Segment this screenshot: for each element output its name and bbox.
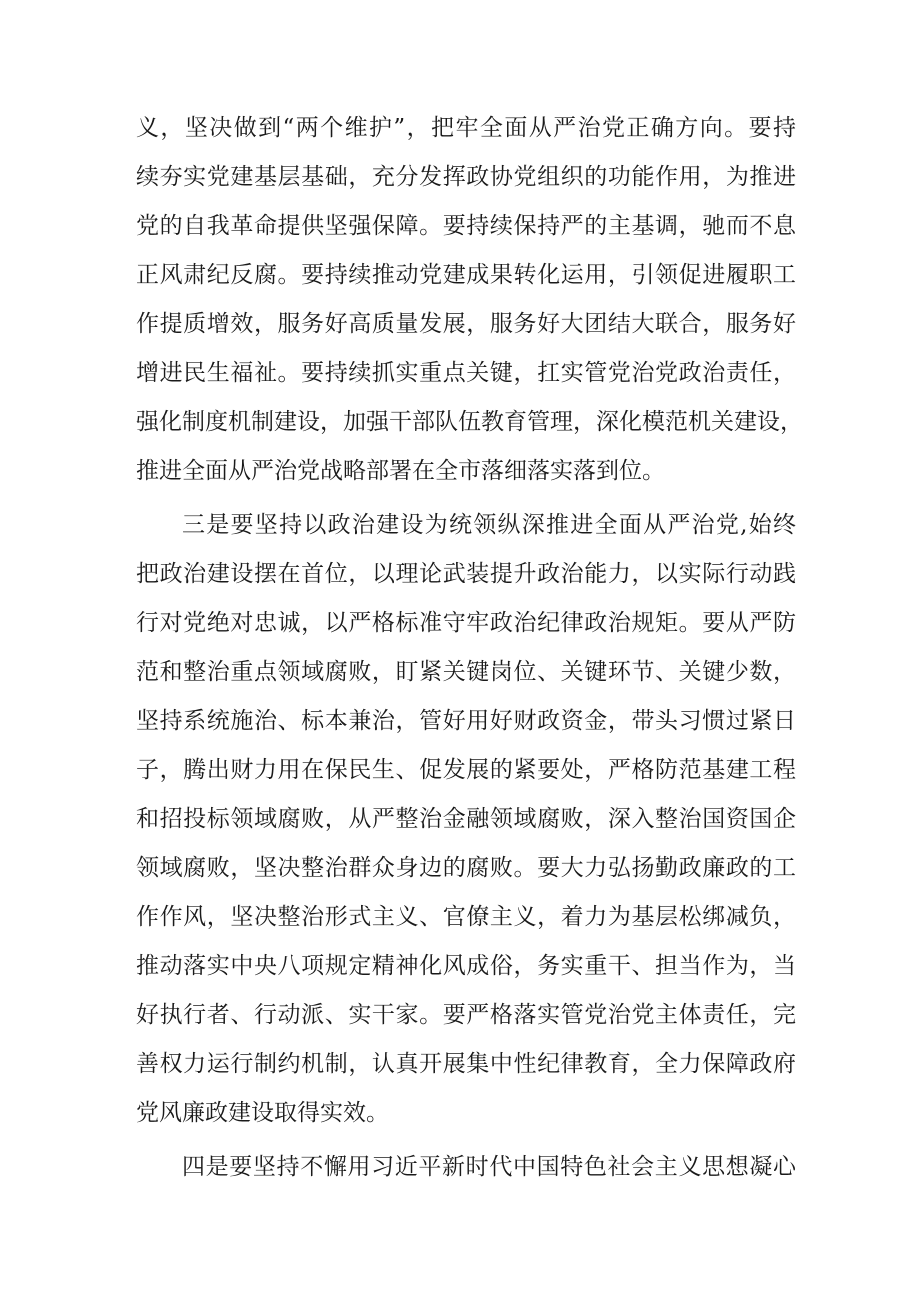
paragraph-line: 作提质增效，服务好高质量发展，服务好大团结大联合，服务好 (136, 311, 796, 337)
paragraph-line: 和招投标领域腐败，从严整治金融领域腐败，深入整治国资国企 (136, 806, 796, 832)
paragraph-line: 义，坚决做到“两个维护”，把牢全面从严治党正确方向。要持 (136, 115, 796, 141)
paragraph-line: 行对党绝对忠诚，以严格标准守牢政治纪律政治规矩。要从严防 (136, 610, 796, 636)
paragraph-line: 领域腐败，坚决整治群众身边的腐败。要大力弘扬勤政廉政的工 (136, 855, 796, 881)
paragraph-line: 范和整治重点领域腐败，盯紧关键岗位、关键环节、关键少数， (136, 659, 796, 685)
paragraph-line: 推动落实中央八项规定精神化风成俗，务实重干、担当作为，当 (136, 953, 796, 979)
paragraph-line: 四是要坚持不懈用习近平新时代中国特色社会主义思想凝心 (182, 1154, 796, 1180)
paragraph-2 (136, 501, 796, 1138)
paragraph-line: 党的自我革命提供坚强保障。要持续保持严的主基调，驰而不息 (136, 213, 796, 239)
paragraph-line: 把政治建设摆在首位，以理论武装提升政治能力，以实际行动践 (136, 561, 796, 587)
paragraph-line: 善权力运行制约机制，认真开展集中性纪律教育，全力保障政府 (136, 1051, 796, 1077)
paragraph-line: 三是要坚持以政治建设为统领纵深推进全面从严治党,始终 (182, 512, 796, 538)
paragraph-line: 党风廉政建设取得实效。 (136, 1100, 389, 1126)
paragraph-line: 坚持系统施治、标本兼治，管好用好财政资金，带头习惯过紧日 (136, 708, 796, 734)
document-body (136, 104, 803, 1192)
paragraph-line: 推进全面从严治党战略部署在全市落细落实落到位。 (136, 458, 665, 484)
paragraph-line: 续夯实党建基层基础，充分发挥政协党组织的功能作用，为推进 (136, 164, 796, 190)
paragraph-1 (136, 104, 803, 496)
paragraph-line: 好执行者、行动派、实干家。要严格落实管党治党主体责任，完 (136, 1002, 796, 1028)
paragraph-line: 作作风，坚决整治形式主义、官僚主义，着力为基层松绑减负， (136, 904, 796, 930)
paragraph-line: 增进民生福祉。要持续抓实重点关键，扛实管党治党政治责任， (136, 360, 796, 386)
paragraph-line: 强化制度机制建设，加强干部队伍教育管理，深化模范机关建设， (136, 409, 803, 435)
paragraph-3 (136, 1143, 796, 1192)
paragraph-line: 正风肃纪反腐。要持续推动党建成果转化运用，引领促进履职工 (136, 262, 796, 288)
paragraph-line: 子，腾出财力用在保民生、促发展的紧要处，严格防范基建工程 (136, 757, 796, 783)
